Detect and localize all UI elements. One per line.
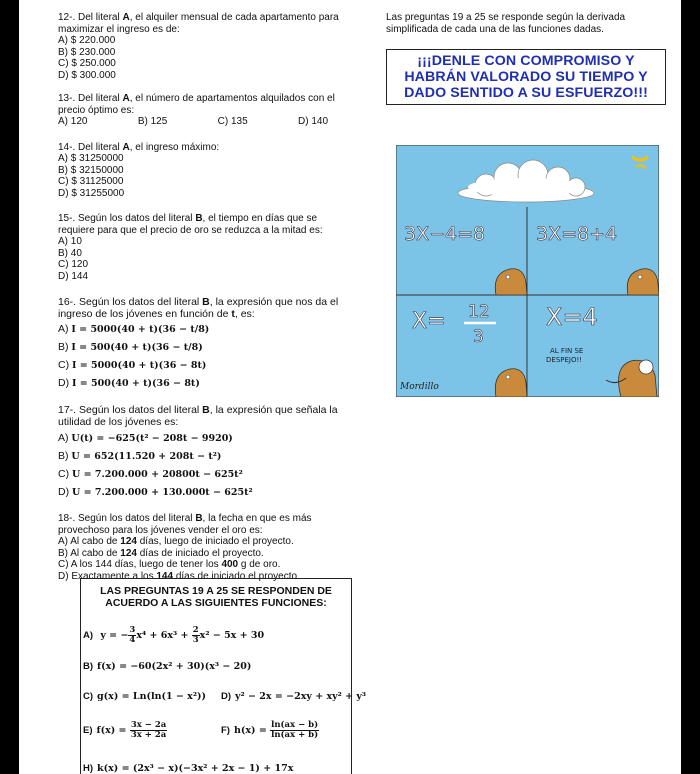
function-e: E) f(x) = $\frac{3x - 2a}{3x + 2a}$ bbox=[83, 720, 167, 740]
option: B) $ 230.000 bbox=[58, 46, 116, 58]
option: B) I = 500(40 + t)(36 − t/8) bbox=[58, 341, 203, 353]
option: A) U(t) = −625(t² − 208t − 9920) bbox=[58, 432, 233, 444]
function-h: H) k(x) = (2x³ − x)(−3x² + 2x − 1) + 17x bbox=[83, 763, 294, 774]
equation-3-numerator: 12 bbox=[468, 302, 490, 322]
equation-4: X=4 bbox=[546, 303, 598, 331]
option: C) A los 144 días, luego de tener los 400 g de oro. bbox=[58, 559, 281, 570]
document-page bbox=[19, 0, 681, 774]
signature: Mordillo bbox=[400, 382, 439, 392]
option: B) 125 bbox=[137, 116, 168, 127]
option: D) 144 bbox=[58, 270, 89, 282]
equation-2: 3X=8+4 bbox=[536, 223, 618, 245]
question-13 bbox=[58, 93, 354, 128]
option: D) I = 500(40 + t)(36 − 8t) bbox=[58, 377, 200, 389]
option: C) $ 250.000 bbox=[58, 58, 116, 69]
question-14 bbox=[58, 142, 354, 200]
option: A) $ 31250000 bbox=[58, 153, 124, 164]
option: B) $ 32150000 bbox=[58, 164, 124, 176]
caption-line-2: DESPEJO!! bbox=[546, 356, 583, 364]
functions-title: LAS PREGUNTAS 19 A 25 SE RESPONDEN DE ACUERDO A LAS SIGUIENTES FUNCIONES: bbox=[100, 585, 332, 609]
question-16 bbox=[58, 296, 354, 390]
question-15-text: 15-. Según los datos del literal B, el tiempo en días que se requiere para que el precio de oro se reduzca a la mitad es: bbox=[58, 213, 323, 236]
question-12-text: 12-. Del literal A, el alquiler mensual de cada apartamento para maximizar el ingreso es de: bbox=[58, 12, 339, 35]
option: C) U = 7.200.000 + 20800t − 625t² bbox=[58, 468, 243, 480]
function-d: D) y² − 2x = −2xy + xy² + y³ bbox=[221, 691, 367, 702]
option: A) $ 220.000 bbox=[58, 35, 116, 46]
function-a: A) y = − $\frac{3}{4}$ x⁴ + 6x³ + $\frac{2}{3}$ x² − 5x + 30 bbox=[83, 625, 265, 645]
question-16-text: 16-. Según los datos del literal B, la expresión que nos da el ingreso de los jóvenes en función de t, es: bbox=[58, 296, 339, 320]
option: C) 120 bbox=[58, 259, 89, 270]
question-18-text: 18-. Según los datos del literal B, la fecha en que es más provechoso para los jóvenes vender el oro es: bbox=[58, 513, 312, 536]
question-17 bbox=[58, 404, 354, 499]
option: D) 140 bbox=[297, 116, 328, 127]
option: D) $ 31255000 bbox=[58, 187, 125, 199]
question-14-text: 14-. Del literal A, el ingreso máximo: bbox=[58, 141, 220, 153]
caption-line-1: AL FIN SE bbox=[550, 347, 584, 355]
option: D) Exactamente a los 144 días de iniciado el proyecto. bbox=[58, 570, 300, 582]
option: A) 10 bbox=[58, 236, 82, 247]
option: B) U = 652(11.520 + 208t − t²) bbox=[58, 450, 222, 462]
question-18 bbox=[58, 513, 354, 582]
question-13-text: 13-. Del literal A, el número de apartamentos alquilados con el precio óptimo es: bbox=[58, 93, 335, 116]
equation-3-lhs: X= bbox=[412, 309, 446, 334]
option: A) 120 bbox=[58, 116, 88, 127]
equation-1: 3X−4=8 bbox=[404, 223, 486, 245]
option: A) I = 5000(40 + t)(36 − t/8) bbox=[58, 323, 210, 335]
option: C) $ 31125000 bbox=[58, 176, 124, 187]
function-f: F) h(x) = $\frac{\ln(ax - b)}{\ln(ax + b)}$ bbox=[221, 720, 319, 740]
equation-3-denominator: 3 bbox=[473, 327, 484, 347]
option: B) Al cabo de 124 días de iniciado el proyecto. bbox=[58, 547, 264, 559]
option: C) I = 5000(40 + t)(36 − 8t) bbox=[58, 359, 207, 371]
question-17-text: 17-. Según los datos del literal B, la expresión que señala la utilidad de los jóvenes es: bbox=[58, 404, 338, 428]
question-15 bbox=[58, 213, 354, 282]
motivation-callout: ¡¡¡DENLE CON COMPROMISO Y HABRÁN VALORADO SU TIEMPO Y DADO SENTIDO A SU ESFUERZO!!! bbox=[386, 49, 666, 105]
option: D) U = 7.200.000 + 130.000t − 625t² bbox=[58, 486, 253, 498]
option: A) Al cabo de 124 días, luego de iniciado el proyecto. bbox=[58, 536, 294, 547]
left-column bbox=[58, 12, 354, 592]
option-row bbox=[58, 116, 328, 128]
option: B) 40 bbox=[58, 247, 82, 259]
comic-illustration bbox=[396, 145, 659, 397]
question-12 bbox=[58, 12, 354, 81]
functions-box bbox=[80, 578, 367, 774]
instructions-text: Las preguntas 19 a 25 se responde según la derivada simplificada de cada una de las funciones dadas. bbox=[386, 12, 626, 35]
function-c: C) g(x) = Ln(ln(1 − x²)) bbox=[83, 691, 206, 702]
function-b: B) f(x) = −60(2x² + 30)(x³ − 20) bbox=[83, 661, 252, 672]
option: D) $ 300.000 bbox=[58, 69, 116, 81]
right-column bbox=[386, 12, 666, 105]
option: C) 135 bbox=[217, 116, 248, 127]
